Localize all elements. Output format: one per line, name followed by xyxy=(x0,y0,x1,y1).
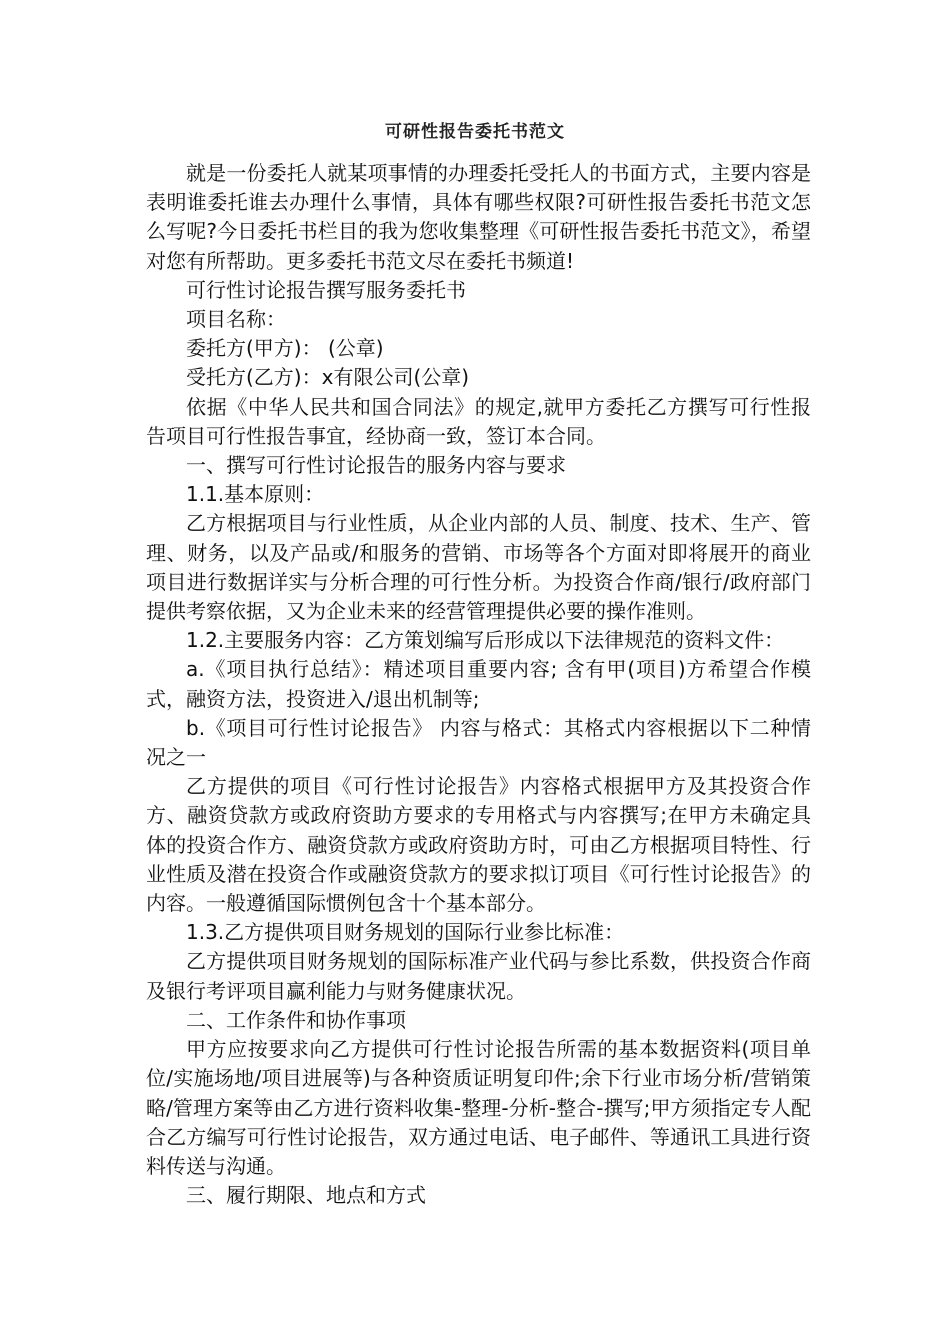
paragraph-item-b: b.《项目可行性讨论报告》 内容与格式：其格式内容根据以下二种情况之一 xyxy=(146,715,811,770)
paragraph-basic-principle: 乙方根据项目与行业性质，从企业内部的人员、制度、技术、生产、管理、财务，以及产品或/和服务的营销、市场等各个方面对即将展开的商业项目进行数据详实与分析合理的可行性分析。为投资合作商/银行/政府部门提供考察依据，又为企业未来的经营管理提供必要的操作准则。 xyxy=(146,511,811,624)
paragraph-party-a: 委托方(甲方)： (公章) xyxy=(186,336,384,361)
section-heading-1: 一、撰写可行性讨论报告的服务内容与要求 xyxy=(186,453,566,478)
paragraph-report-format: 乙方提供的项目《可行性讨论报告》内容格式根据甲方及其投资合作方、融资贷款方或政府资助方要求的专用格式与内容撰写;在甲方未确定具体的投资合作方、融资贷款方或政府资助方时，可由乙方根据项目特性、行业性质及潜在投资合作或融资贷款方的要求拟订项目《可行性讨论报告》的内容。一般遵循国际惯例包含十个基本部分。 xyxy=(146,774,811,916)
subsection-1-1: 1.1.基本原则： xyxy=(186,482,325,507)
section-heading-3: 三、履行期限、地点和方式 xyxy=(186,1183,426,1208)
subsection-1-3: 1.3.乙方提供项目财务规划的国际行业参比标准： xyxy=(186,920,625,945)
paragraph-project-name: 项目名称： xyxy=(186,307,286,332)
paragraph-work-conditions: 甲方应按要求向乙方提供可行性讨论报告所需的基本数据资料(项目单位/实施场地/项目进展等)与各种资质证明复印件;余下行业市场分析/营销策略/管理方案等由乙方进行资料收集-整理-分析-整合-撰写;甲方须指定专人配合乙方编写可行性讨论报告，双方通过电话、电子邮件、等通讯工具进行资料传送与沟通。 xyxy=(146,1037,811,1178)
section-heading-2: 二、工作条件和协作事项 xyxy=(186,1007,406,1032)
paragraph-intro: 就是一份委托人就某项事情的办理委托受托人的书面方式，主要内容是表明谁委托谁去办理什么事情，具体有哪些权限?可研性报告委托书范文怎么写呢?今日委托书栏目的我为您收集整理《可研性报告委托书范文》，希望对您有所帮助。更多委托书范文尽在委托书频道! xyxy=(146,161,811,273)
paragraph-item-a: a.《项目执行总结》：精述项目重要内容; 含有甲(项目)方希望合作模式，融资方法，投资进入/退出机制等; xyxy=(146,657,811,711)
paragraph-party-b: 受托方(乙方)：x有限公司(公章) xyxy=(186,365,470,390)
document-title: 可研性报告委托书范文 xyxy=(385,122,565,142)
document-body xyxy=(146,159,811,1210)
paragraph-legal-basis: 依据《中华人民共和国合同法》的规定,就甲方委托乙方撰写可行性报告项目可行性报告事宜，经协商一致，签订本合同。 xyxy=(146,394,811,448)
paragraph-contract-title: 可行性讨论报告撰写服务委托书 xyxy=(186,277,466,302)
subsection-1-2: 1.2.主要服务内容：乙方策划编写后形成以下法律规范的资料文件： xyxy=(186,628,785,653)
paragraph-financial-standard: 乙方提供项目财务规划的国际标准产业代码与参比系数，供投资合作商及银行考评项目赢利能力与财务健康状况。 xyxy=(146,949,811,1003)
